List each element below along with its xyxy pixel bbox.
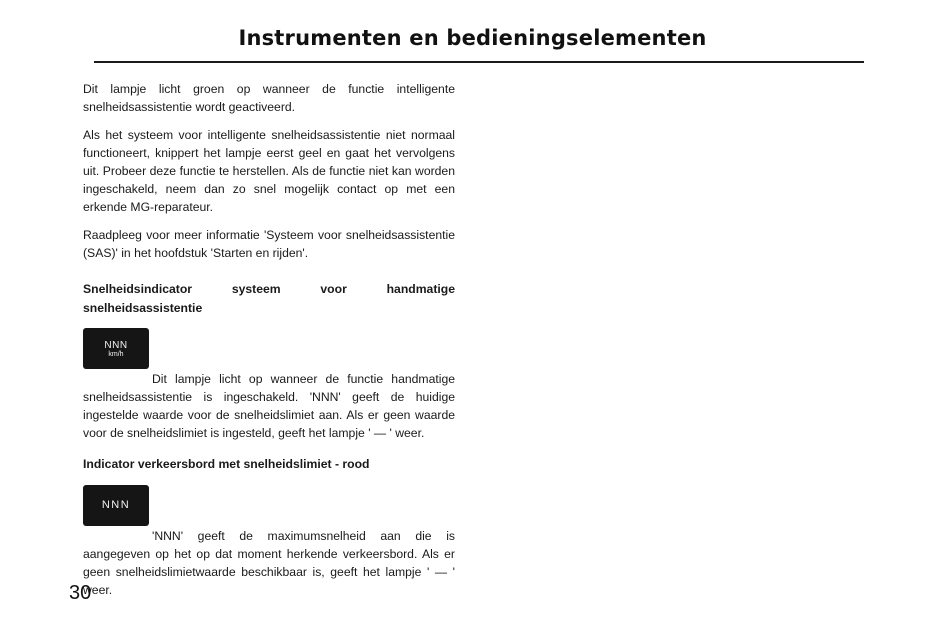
page-number: 30 bbox=[69, 582, 92, 604]
speed-sign-text: 'NNN' geeft de maximumsnelheid aan die is aangegeven op het op dat moment herkende verkeersbord. Als er geen snelheidslimietwaarde beschikbaar is, geeft het lampje ' — ' weer. bbox=[83, 529, 455, 597]
speed-indicator-icon bbox=[83, 328, 149, 369]
speed-limit-sign-icon bbox=[83, 485, 149, 526]
paragraph-isa-green: Dit lampje licht groen op wanneer de functie intelligente snelheidsassistentie wordt geactiveerd. bbox=[83, 82, 455, 114]
icon-row-speed-sign bbox=[83, 485, 455, 527]
section-heading-manual-speed: Snelheidsindicator systeem voor handmatige snelheidsassistentie bbox=[83, 282, 455, 315]
paragraph-more-info: Raadpleeg voor meer informatie 'Systeem voor snelheidsassistentie (SAS)' in het hoofdstuk 'Starten en rijden'. bbox=[83, 228, 455, 260]
icon-row-manual-speed bbox=[83, 328, 455, 370]
title-divider bbox=[94, 61, 864, 63]
speed-indicator-unit: km/h bbox=[108, 351, 124, 358]
paragraph-speed-sign bbox=[83, 527, 455, 599]
text-column bbox=[83, 80, 455, 599]
section-heading-speed-sign: Indicator verkeersbord met snelheidslimiet - rood bbox=[83, 457, 370, 471]
paragraph-isa-fault: Als het systeem voor intelligente snelheidsassistentie niet normaal functioneert, knippert het lampje eerst geel en gaat het vervolgens uit. Probeer deze functie te herstellen. Als de functie niet kan worden ingeschakeld, neem dan zo snel mogelijk contact op met een erkende MG-reparateur. bbox=[83, 128, 455, 214]
page-title: Instrumenten en bedieningselementen bbox=[238, 26, 707, 50]
speed-indicator-value: NNN bbox=[104, 340, 128, 351]
paragraph-manual-speed bbox=[83, 370, 455, 442]
manual-speed-text: Dit lampje licht op wanneer de functie handmatige snelheidsassistentie is ingeschakeld. 'NNN' geeft de huidige ingestelde waarde voor de snelheidslimiet aan. Als er geen waarde voor de snelheidslimiet is ingesteld, geeft het lampje ' — ' weer. bbox=[83, 372, 455, 440]
speed-sign-value: NNN bbox=[101, 499, 131, 511]
